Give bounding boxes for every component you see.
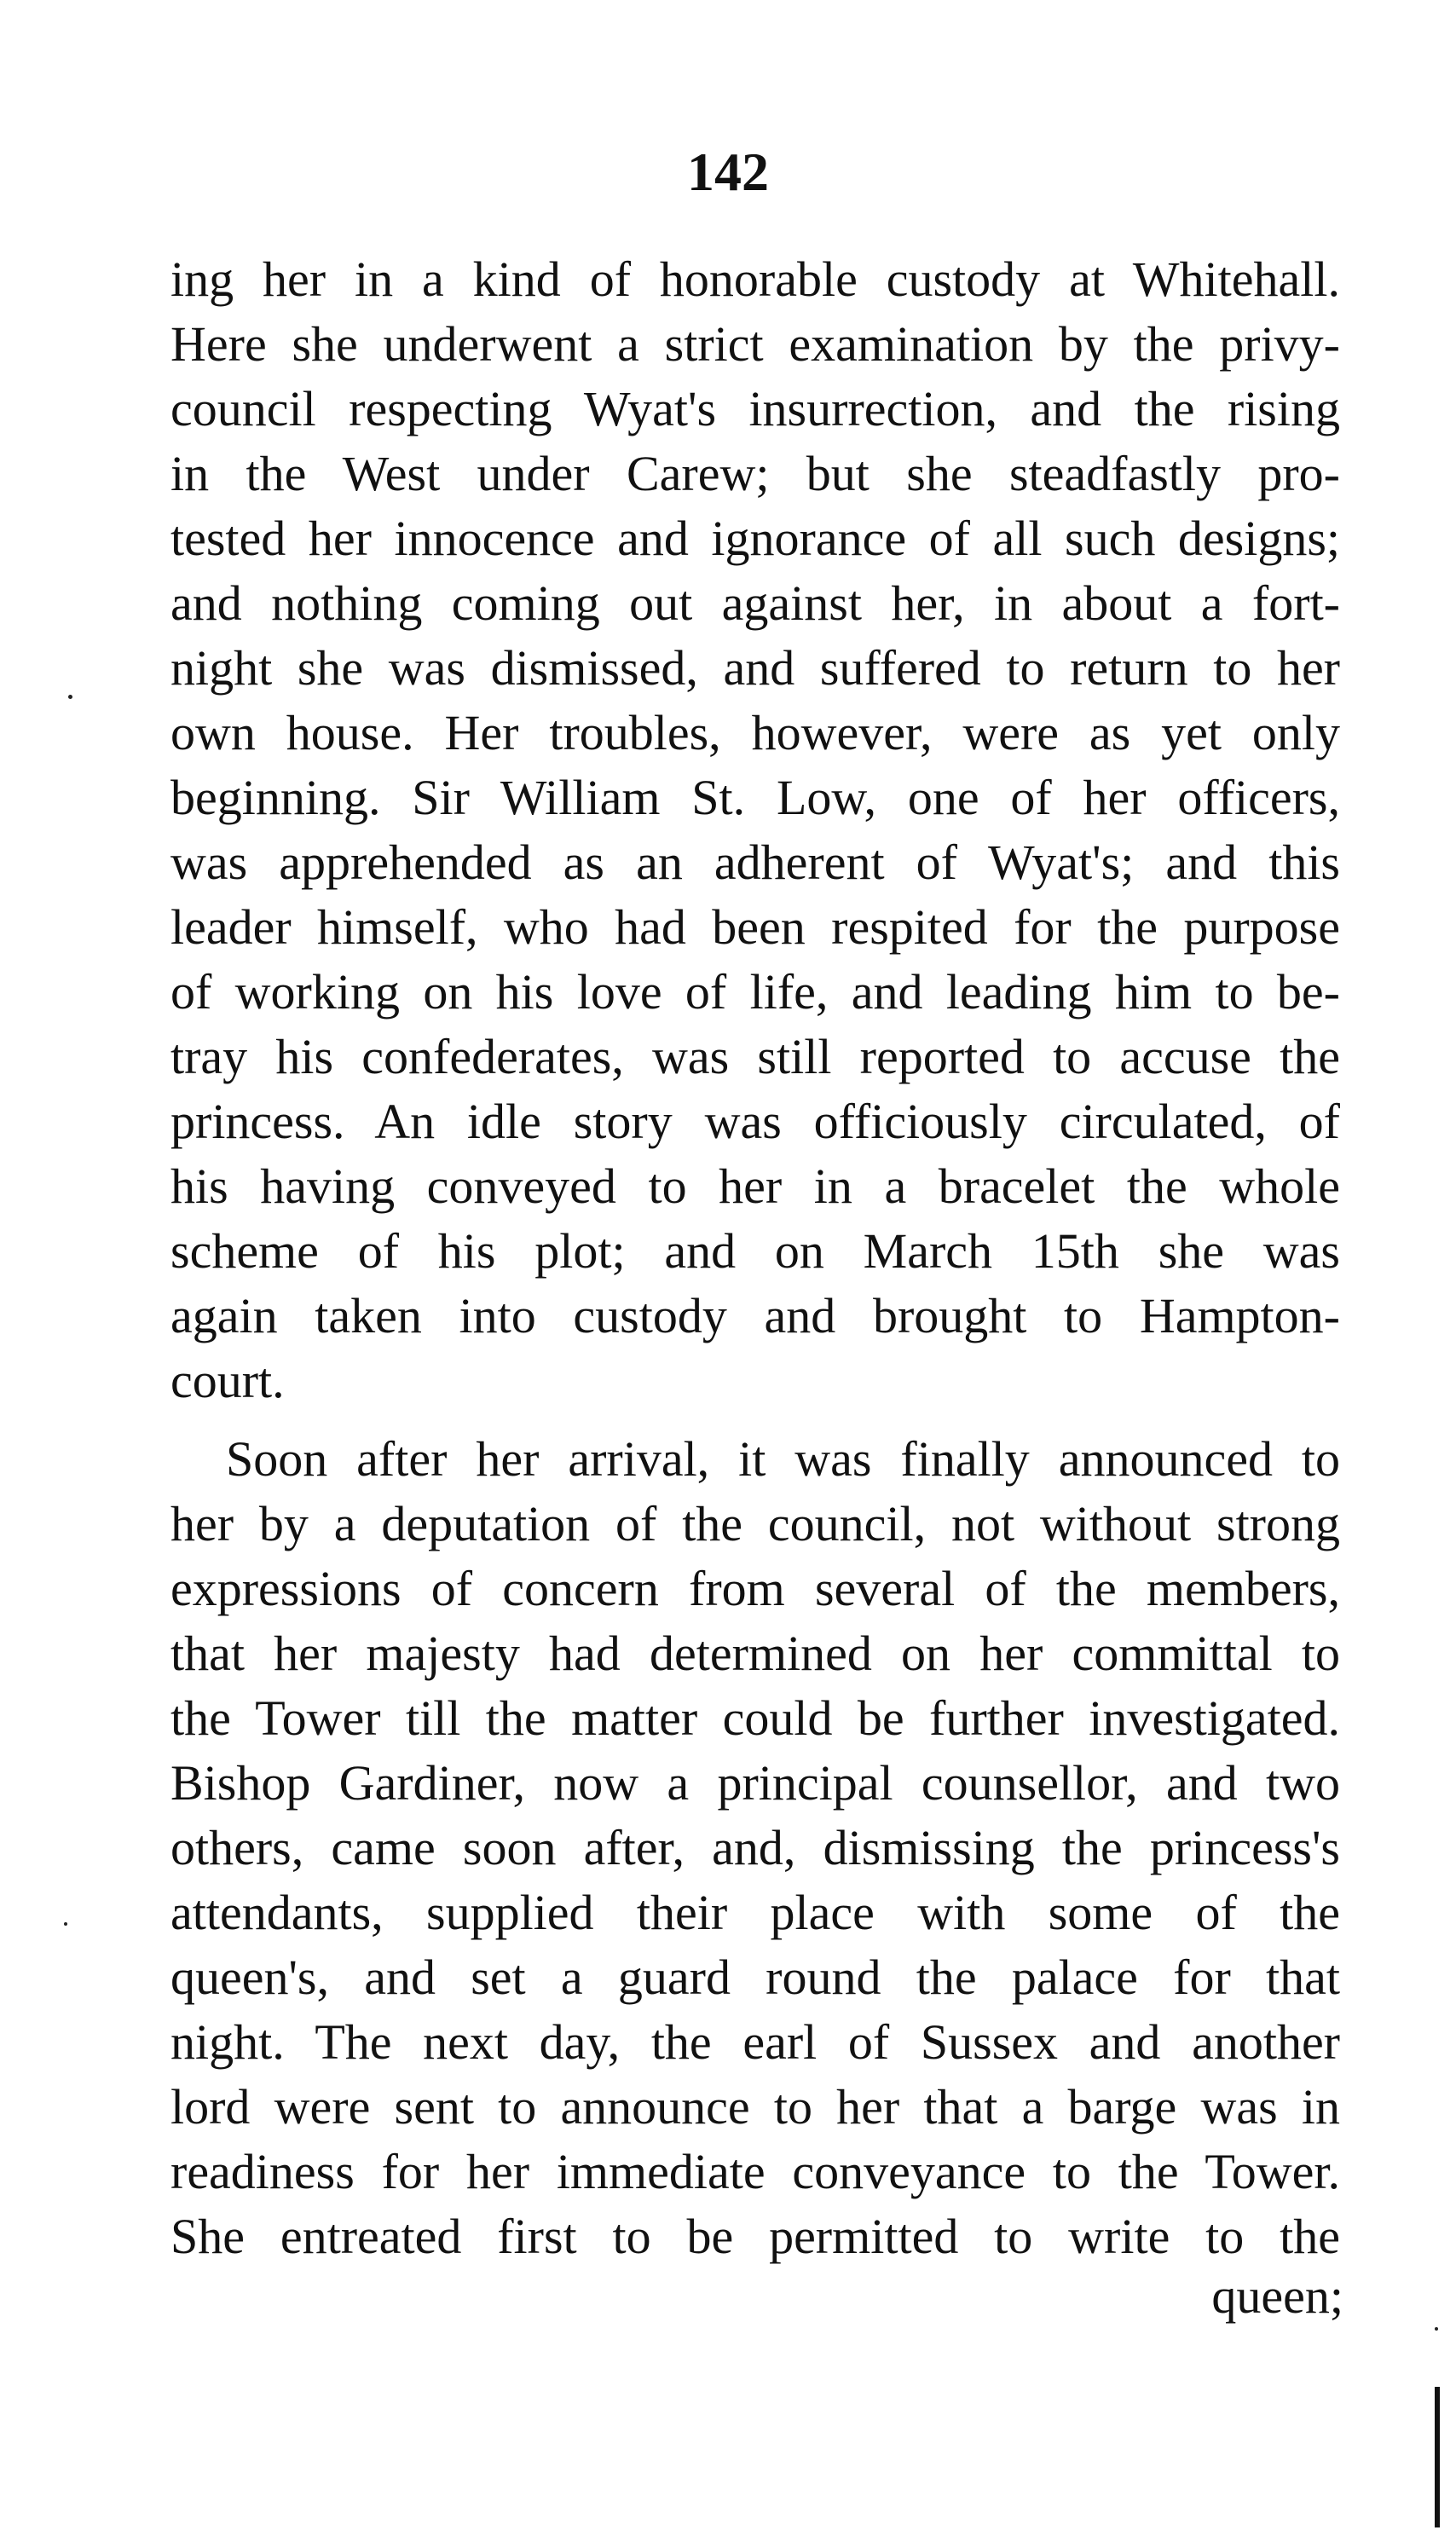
text-line: that her majesty had determined on her committal to [170, 1626, 1340, 1681]
text-line: lord were sent to announce to her that a barge was in [170, 2079, 1340, 2135]
text-line: others, came soon after, and, dismissing the princess's [170, 1820, 1340, 1875]
text-line: tested her innocence and ignorance of all such designs; [170, 511, 1340, 566]
text-line: princess. An idle story was officiously circulated, of [170, 1094, 1340, 1149]
text-line: She entreated first to be permitted to write to the [170, 2209, 1340, 2264]
body-text [170, 247, 1340, 2269]
text-line: attendants, supplied their place with some of the [170, 1885, 1340, 1940]
text-line: readiness for her immediate conveyance to the Tower. [170, 2144, 1340, 2199]
page-number: 142 [687, 142, 769, 202]
text-line: in the West under Carew; but she steadfastly pro- [170, 446, 1340, 501]
text-line: and nothing coming out against her, in about a fort- [170, 575, 1340, 631]
text-line: Soon after her arrival, it was finally announced to [226, 1431, 1340, 1487]
text-line: again taken into custody and brought to Hampton- [170, 1288, 1340, 1343]
catchword: queen; [1211, 2268, 1343, 2324]
text-line: ing her in a kind of honorable custody at Whitehall. [170, 251, 1340, 307]
text-line: scheme of his plot; and on March 15th she was [170, 1223, 1340, 1279]
text-line: the Tower till the matter could be further investigated. [170, 1690, 1340, 1746]
text-line: her by a deputation of the council, not without strong [170, 1496, 1340, 1551]
text-line: leader himself, who had been respited for the purpose [170, 899, 1340, 955]
text-line: own house. Her troubles, however, were as yet only [170, 705, 1340, 760]
text-line: was apprehended as an adherent of Wyat's; and this [170, 835, 1340, 890]
text-line: night. The next day, the earl of Sussex and another [170, 2014, 1340, 2070]
text-line: council respecting Wyat's insurrection, and the rising [170, 381, 1340, 436]
text-line: his having conveyed to her in a bracelet the whole [170, 1158, 1340, 1214]
text-line: of working on his love of life, and leading him to be- [170, 964, 1340, 1020]
scan-speck [64, 1922, 67, 1926]
text-line: night she was dismissed, and suffered to return to her [170, 640, 1340, 696]
text-line: Bishop Gardiner, now a principal counsellor, and two [170, 1755, 1340, 1811]
text-line: beginning. Sir William St. Low, one of her officers, [170, 770, 1340, 825]
scan-edge-mark [1435, 2387, 1440, 2527]
scan-speck [68, 695, 72, 699]
scan-speck [1435, 2327, 1438, 2331]
text-line: queen's, and set a guard round the palace for that [170, 1950, 1340, 2005]
text-line: tray his confederates, was still reported to accuse the [170, 1029, 1340, 1084]
text-line: expressions of concern from several of the members, [170, 1561, 1340, 1616]
text-line: Here she underwent a strict examination by the privy- [170, 316, 1340, 372]
text-line: court. [170, 1353, 285, 1408]
